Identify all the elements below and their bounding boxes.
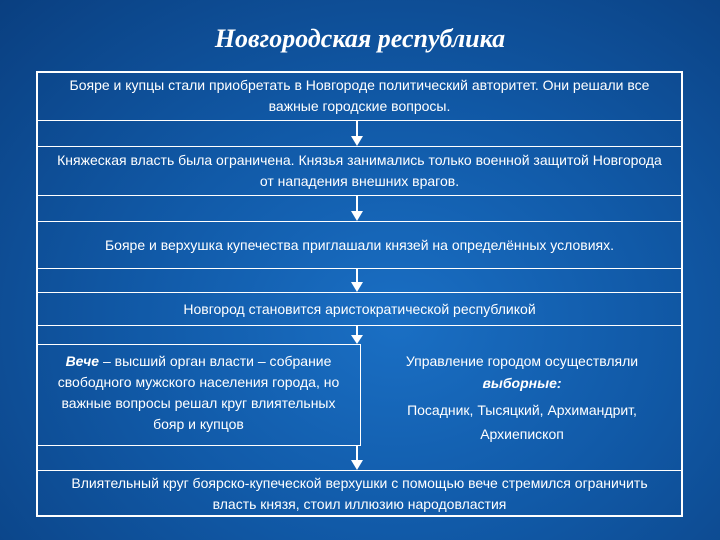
arrow-down-icon	[350, 326, 364, 344]
box-conclusion-text: Влиятельный круг боярско-купеческой верхушки с помощью вече стремился ограничить власть князя, стоил иллюзию народовластия	[71, 474, 648, 512]
box-aristocratic-republic	[36, 292, 683, 326]
arrow-down-icon	[350, 121, 364, 146]
veche-text: – высший орган власти – собрание свободного мужского населения города, но важные вопросы решал круг влиятельных бояр и купцов	[57, 353, 340, 432]
box-veche	[36, 344, 361, 446]
elected-list: Посадник, Тысяцкий, Архимандрит, Архиепископ	[407, 402, 637, 442]
arrow-down-icon	[350, 196, 364, 221]
box-boyars-authority	[36, 71, 683, 121]
elected-term: выборные:	[482, 375, 562, 391]
box-princely-power	[36, 146, 683, 196]
arrow-down-icon	[350, 446, 364, 470]
box-invited-princes-text: Бояре и верхушка купечества приглашали князей на определённых условиях.	[104, 236, 614, 253]
elected-intro: Управление городом осуществляли	[405, 353, 639, 369]
box-invited-princes	[36, 221, 683, 269]
veche-term: Вече	[65, 353, 100, 369]
box-conclusion	[36, 470, 683, 517]
box-boyars-authority-text: Бояре и купцы стали приобретать в Новгороде политический авторитет. Они решали все важные городские вопросы.	[69, 77, 650, 114]
page-title: Новгородская республика	[214, 24, 506, 53]
box-aristocratic-republic-text: Новгород становится аристократической республикой	[183, 300, 536, 317]
box-princely-power-text: Княжеская власть была ограничена. Князья занимались только военной защитой Новгорода от нападения внешних врагов.	[57, 152, 662, 189]
arrow-down-icon	[350, 269, 364, 292]
box-elected-officials	[361, 344, 683, 446]
